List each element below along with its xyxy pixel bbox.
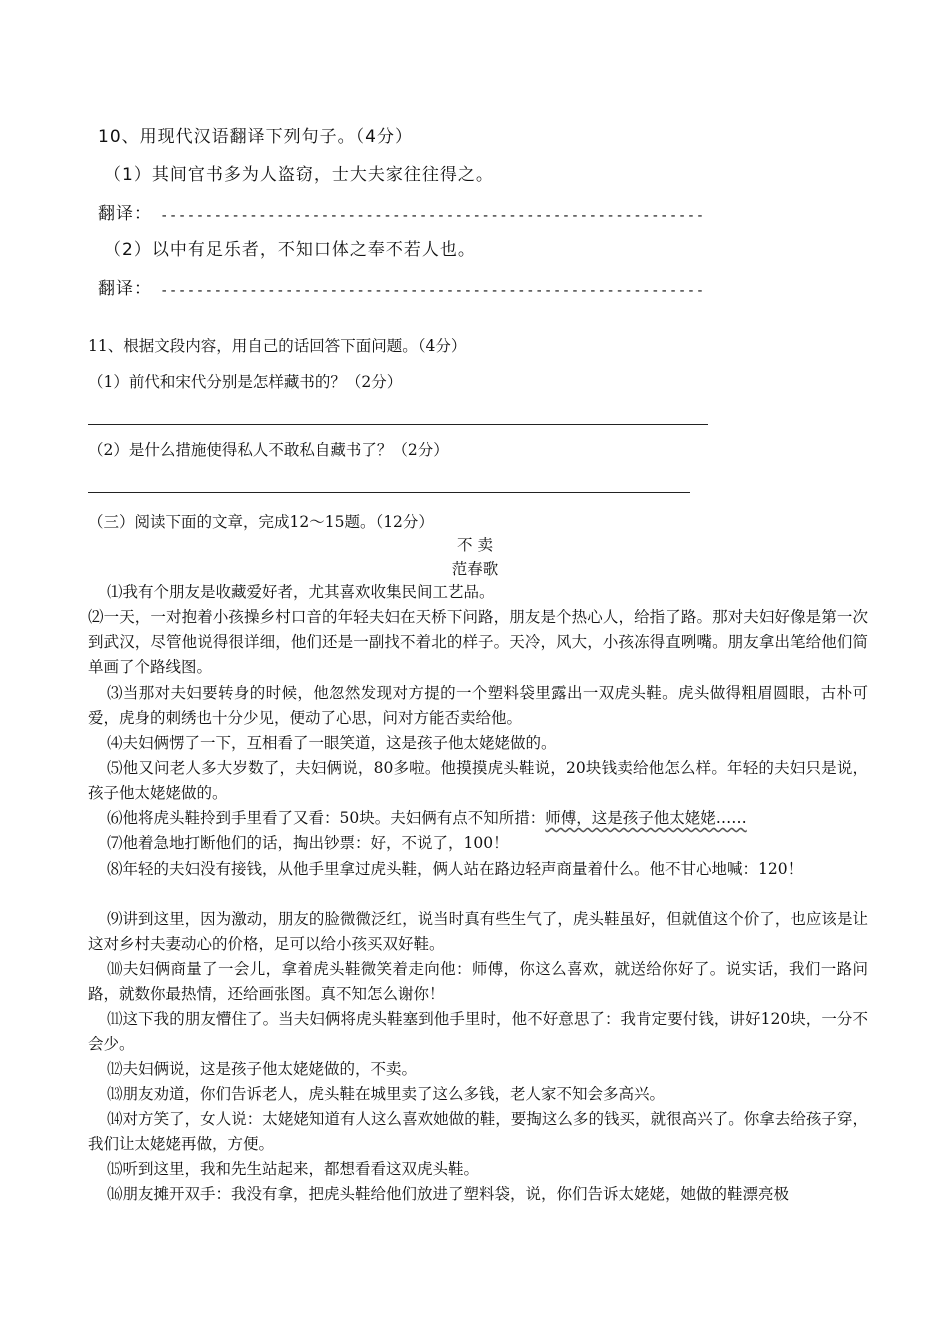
article-paragraph-10 xyxy=(88,957,868,1007)
article-paragraph-13 xyxy=(88,1082,868,1107)
article-paragraph-2 xyxy=(88,605,868,681)
article-paragraph-2-text: ⑵一天，一对抱着小孩操乡村口音的年轻夫妇在天桥下问路，朋友是个热心人，给指了路。那对夫妇好像是第一次到武汉，尽管他说得很详细，他们还是一副找不着北的样子。天冷，风大，小孩冻得直咧嘴。朋友拿出笔给他们简单画了个路线图。 xyxy=(88,608,868,677)
q11-answer-line-1[interactable] xyxy=(88,424,708,425)
article-paragraph-16 xyxy=(88,1182,868,1207)
article-paragraph-12-text: ⑿夫妇俩说，这是孩子他太姥姥做的，不卖。 xyxy=(107,1060,418,1078)
article-paragraph-15-text: ⒂听到这里，我和先生站起来，都想看看这双虎头鞋。 xyxy=(107,1160,480,1178)
q11-part-1: （1）前代和宋代分别是怎样藏书的？（2分） xyxy=(88,373,403,391)
article-paragraph-3 xyxy=(88,681,868,731)
article-title: 不 卖 xyxy=(457,536,493,554)
article-paragraph-5-text: ⑸他又问老人多大岁数了，夫妇俩说，80多啦。他摸摸虎头鞋说，20块钱卖给他怎么样。年轻的夫妇只是说，孩子他太姥姥做的。 xyxy=(88,759,868,803)
article-paragraph-6 xyxy=(88,806,868,831)
article-paragraph-10-text: ⑽夫妇俩商量了一会儿，拿着虎头鞋微笑着走向他：师傅，你这么喜欢，就送给你好了。说实话，我们一路问路，就数你最热情，还给画张图。真不知怎么谢你！ xyxy=(88,960,868,1004)
article-paragraph-11-text: ⑾这下我的朋友懵住了。当夫妇俩将虎头鞋塞到他手里时，他不好意思了：我肯定要付钱，讲好120块，一分不会少。 xyxy=(88,1010,868,1054)
article-paragraph-4-text: ⑷夫妇俩愣了一下，互相看了一眼笑道，这是孩子他太姥姥做的。 xyxy=(107,734,557,752)
article-paragraph-9-text: ⑼讲到这里，因为激动，朋友的脸微微泛红，说当时真有些生气了，虎头鞋虽好，但就值这个价了，也应该是让这对乡村夫妻动心的价格，足可以给小孩买双好鞋。 xyxy=(88,910,868,954)
article-paragraph-11 xyxy=(88,1007,868,1057)
q11-part-2: （2）是什么措施使得私人不敢私自藏书了？（2分） xyxy=(88,441,449,459)
article-paragraph-14-text: ⒁对方笑了，女人说：太姥姥知道有人这么喜欢她做的鞋，要掏这么多的钱买，就很高兴了。你拿去给孩子穿，我们让太姥姥再做，方便。 xyxy=(88,1110,868,1154)
q10-answer-line-2[interactable]: ------------------------------------------------------------- xyxy=(160,283,705,299)
article-paragraph-14 xyxy=(88,1107,868,1157)
q11-answer-line-2[interactable] xyxy=(88,492,690,493)
article-paragraph-8 xyxy=(88,857,868,882)
q10-sentence-1: （1）其间官书多为人盗窃，士大夫家往往得之。 xyxy=(104,165,494,185)
section-3-intro: （三）阅读下面的文章，完成12～15题。（12分） xyxy=(88,513,434,531)
article-paragraph-6-text: ⑹他将虎头鞋拎到手里看了又看：50块。夫妇俩有点不知所措： xyxy=(107,809,546,827)
article-paragraph-1 xyxy=(88,580,868,605)
article-author: 范春歌 xyxy=(451,560,499,578)
article-paragraph-3-text: ⑶当那对夫妇要转身的时候，他忽然发现对方提的一个塑料袋里露出一双虎头鞋。虎头做得粗眉圆眼，古朴可爱，虎身的刺绣也十分少见，便动了心思，问对方能否卖给他。 xyxy=(88,684,868,728)
article-paragraph-9 xyxy=(88,907,868,957)
article-paragraph-8-text: ⑻年轻的夫妇没有接钱，从他手里拿过虎头鞋，俩人站在路边轻声商量着什么。他不甘心地喊：120！ xyxy=(107,860,804,878)
q10-answer-line-1[interactable]: ------------------------------------------------------------- xyxy=(160,208,705,224)
article-paragraph-12 xyxy=(88,1057,868,1082)
article-paragraph-4 xyxy=(88,731,868,756)
article-paragraph-1-text: ⑴我有个朋友是收藏爱好者，尤其喜欢收集民间工艺品。 xyxy=(107,583,495,601)
q10-translate-label-1: 翻译： xyxy=(98,204,152,224)
q10-sentence-2: （2）以中有足乐者，不知口体之奉不若人也。 xyxy=(104,240,476,260)
article-paragraph-15 xyxy=(88,1157,868,1182)
article-paragraph-13-text: ⒀朋友劝道，你们告诉老人，虎头鞋在城里卖了这么多钱，老人家不知会多高兴。 xyxy=(107,1085,666,1103)
q11-title: 11、根据文段内容，用自己的话回答下面问题。（4分） xyxy=(88,337,467,355)
article-paragraph-5 xyxy=(88,756,868,806)
article-paragraph-6-wavy-underline: 师傅，这是孩子他太姥姥…… xyxy=(545,809,747,827)
article-paragraph-7-text: ⑺他着急地打断他们的话，掏出钞票：好，不说了，100！ xyxy=(107,834,509,852)
article-paragraph-7 xyxy=(88,831,868,856)
article-paragraph-16-text: ⒃朋友摊开双手：我没有拿，把虎头鞋给他们放进了塑料袋，说，你们告诉太姥姥，她做的鞋漂亮极 xyxy=(107,1185,790,1203)
q10-title: 10、用现代汉语翻译下列句子。（4分） xyxy=(98,127,413,147)
q10-translate-label-2: 翻译： xyxy=(98,279,152,299)
